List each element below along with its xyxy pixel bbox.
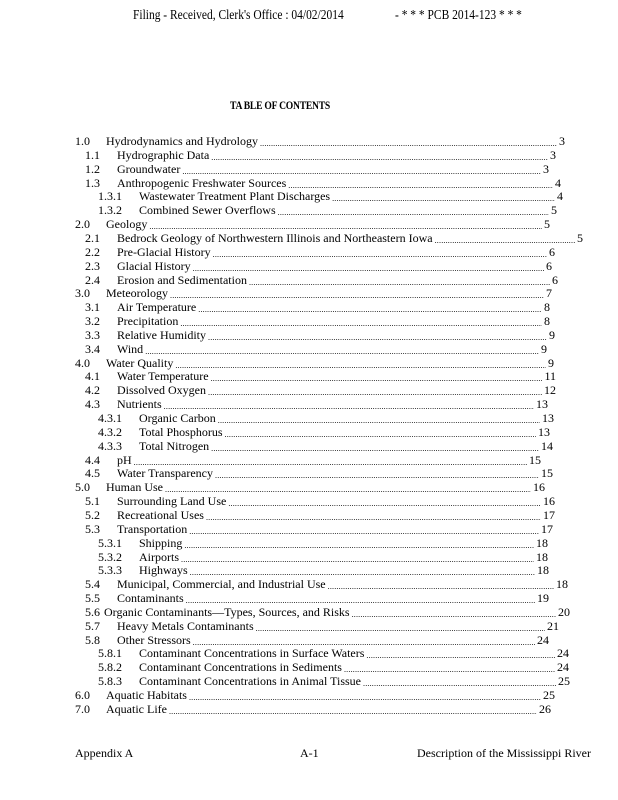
toc-entry-title: Organic Contaminants—Types, Sources, and Risks xyxy=(104,604,350,619)
toc-entry xyxy=(85,466,553,480)
toc-entry-page: 14 xyxy=(541,438,553,453)
toc-entry xyxy=(85,605,570,619)
toc-entry-page: 17 xyxy=(541,521,553,536)
toc-entry-number: 4.0 xyxy=(75,355,90,370)
toc-entry-title: Meteorology xyxy=(106,286,168,301)
toc-entry-page: 20 xyxy=(558,604,570,619)
toc-entry xyxy=(75,688,555,702)
toc-entry-page: 12 xyxy=(544,383,556,398)
toc-entry-page: 18 xyxy=(536,535,548,550)
toc-entry-title: Water Transparency xyxy=(117,466,214,481)
footer-document-title: Description of the Mississippi River xyxy=(417,746,591,760)
toc-entry-title: Airports xyxy=(139,549,179,564)
toc-entry-page: 4 xyxy=(557,189,563,204)
toc-entry-title: Bedrock Geology of Northwestern Illinois and Northeastern Iowa xyxy=(117,230,433,245)
toc-entry-title: Precipitation xyxy=(117,314,179,329)
toc-entry xyxy=(85,259,552,273)
footer-page-number: A-1 xyxy=(300,746,319,760)
toc-entry-number: 5.3.2 xyxy=(98,549,122,564)
toc-entry-title: Contaminant Concentrations in Animal Tissue xyxy=(139,674,361,689)
toc-entry-page: 24 xyxy=(557,660,569,675)
toc-entry-number: 4.1 xyxy=(85,369,100,384)
toc-entry-number: 4.4 xyxy=(85,452,100,467)
toc-entry-page: 19 xyxy=(537,591,549,606)
toc-entry-number: 4.3.3 xyxy=(98,438,122,453)
toc-entry xyxy=(75,702,551,716)
toc-entry xyxy=(98,563,549,577)
toc-entry-title: Hydrographic Data xyxy=(117,147,210,162)
toc-entry-number: 5.8.2 xyxy=(98,660,122,675)
toc-entry xyxy=(85,162,549,176)
toc-entry xyxy=(85,619,559,633)
toc-entry-number: 4.3.1 xyxy=(98,411,122,425)
toc-entry-number: 5.3.1 xyxy=(98,535,122,550)
toc-entry xyxy=(98,439,553,453)
toc-entry-title: Aquatic Life xyxy=(106,701,167,716)
toc-entry xyxy=(98,674,570,688)
toc-entry-title: Human Use xyxy=(106,480,163,495)
toc-entry-title: Nutrients xyxy=(117,397,162,412)
toc-entry-number: 1.1 xyxy=(85,147,100,162)
toc-entry-page: 7 xyxy=(546,286,552,301)
toc-entry xyxy=(75,217,550,231)
toc-entry-page: 17 xyxy=(543,507,555,522)
toc-entry-page: 25 xyxy=(543,688,555,702)
toc-entry-title: Recreational Uses xyxy=(117,507,204,522)
toc-entry-page: 9 xyxy=(541,341,547,356)
toc-entry-title: Contaminant Concentrations in Surface Waters xyxy=(139,646,365,661)
toc-entry-title: Heavy Metals Contaminants xyxy=(117,618,254,633)
toc-entry-page: 18 xyxy=(556,577,568,592)
toc-entry-number: 2.4 xyxy=(85,272,100,287)
toc-entry-number: 4.5 xyxy=(85,466,100,481)
toc-entry xyxy=(75,480,545,494)
toc-entry-title: Erosion and Sedimentation xyxy=(117,272,247,287)
toc-entry xyxy=(98,189,563,203)
toc-entry xyxy=(85,273,558,287)
toc-entry-title: Hydrodynamics and Hydrology xyxy=(106,134,258,148)
toc-entry-title: Geology xyxy=(106,217,148,232)
toc-entry-number: 5.5 xyxy=(85,591,100,606)
toc-entry-number: 3.2 xyxy=(85,314,100,329)
toc-entry-number: 5.3.3 xyxy=(98,563,122,578)
toc-entry-number: 5.7 xyxy=(85,618,100,633)
toc-entry xyxy=(85,383,556,397)
toc-entry-number: 6.0 xyxy=(75,688,90,702)
toc-entry-title: Total Phosphorus xyxy=(139,424,223,439)
toc-entry xyxy=(85,397,548,411)
toc-entry-title: Aquatic Habitats xyxy=(106,688,187,702)
toc-entry xyxy=(75,286,552,300)
toc-entry-title: Dissolved Oxygen xyxy=(117,383,206,398)
toc-entry-title: Pre-Glacial History xyxy=(117,244,211,259)
toc-entry-number: 1.2 xyxy=(85,161,100,176)
toc-entry-page: 3 xyxy=(559,134,565,148)
toc-entry-number: 5.8.1 xyxy=(98,646,122,661)
toc-entry xyxy=(75,134,565,148)
toc-entry-page: 26 xyxy=(539,701,551,716)
toc-entry-number: 4.3.2 xyxy=(98,424,122,439)
toc-entry-page: 25 xyxy=(558,674,570,689)
toc-entry-page: 24 xyxy=(557,646,569,661)
toc-entry-title: Other Stressors xyxy=(117,632,191,647)
toc-entry xyxy=(85,328,555,342)
toc-entry xyxy=(75,356,554,370)
toc-entry-title: Water Quality xyxy=(106,355,174,370)
toc-entry xyxy=(98,550,548,564)
toc-entry-number: 7.0 xyxy=(75,701,90,716)
toc-entry xyxy=(85,591,549,605)
toc-heading: TA BLE OF CONTENTS xyxy=(230,98,330,112)
toc-entry-title: Combined Sewer Overflows xyxy=(139,203,276,218)
toc-entry-title: Municipal, Commercial, and Industrial Use xyxy=(117,577,326,592)
toc-entry-title: Surrounding Land Use xyxy=(117,494,227,509)
toc-entry-number: 3.3 xyxy=(85,327,100,342)
pcb-number: - * * * PCB 2014-123 * * * xyxy=(395,8,522,23)
toc-entry-page: 3 xyxy=(543,161,549,176)
toc-entry-title: Wind xyxy=(117,341,144,356)
toc-entry-page: 9 xyxy=(548,355,554,370)
toc-entry-number: 4.2 xyxy=(85,383,100,398)
toc-entry xyxy=(85,314,550,328)
toc-entry-number: 3.0 xyxy=(75,286,90,301)
toc-entry xyxy=(85,176,561,190)
toc-entry-title: Contaminant Concentrations in Sediments xyxy=(139,660,342,675)
toc-entry-page: 15 xyxy=(541,466,553,481)
toc-entry xyxy=(85,453,541,467)
toc-entry-page: 13 xyxy=(542,411,554,425)
toc-entry-number: 5.2 xyxy=(85,507,100,522)
toc-entry-number: 5.8 xyxy=(85,632,100,647)
toc-entry-page: 18 xyxy=(536,549,548,564)
toc-entry xyxy=(85,369,556,383)
toc-entry xyxy=(85,633,549,647)
toc-entry xyxy=(98,646,569,660)
toc-entry-page: 6 xyxy=(552,272,558,287)
toc-entry-title: Highways xyxy=(139,563,188,578)
toc-entry-page: 16 xyxy=(533,480,545,495)
toc-entry-title: Glacial History xyxy=(117,258,191,273)
toc-entry-number: 2.2 xyxy=(85,244,100,259)
toc-entry-page: 6 xyxy=(546,258,552,273)
toc-entry-page: 21 xyxy=(547,618,559,633)
toc-entry xyxy=(98,660,569,674)
toc-entry-number: 2.1 xyxy=(85,230,100,245)
toc-entry xyxy=(98,203,557,217)
toc-entry-page: 15 xyxy=(529,452,541,467)
toc-entry-page: 4 xyxy=(555,175,561,190)
toc-entry-page: 3 xyxy=(550,147,556,162)
toc-entry-page: 18 xyxy=(537,563,549,578)
toc-entry xyxy=(85,577,568,591)
toc-entry-page: 5 xyxy=(544,217,550,232)
toc-entry-number: 3.4 xyxy=(85,341,100,356)
toc-entry-number: 5.8.3 xyxy=(98,674,122,689)
toc-entry-number: 5.4 xyxy=(85,577,100,592)
toc-entry-page: 11 xyxy=(544,369,556,384)
toc-entry-title: Transportation xyxy=(117,521,188,536)
toc-entry xyxy=(85,508,555,522)
toc-entry xyxy=(98,425,550,439)
toc-entry-number: 5.1 xyxy=(85,494,100,509)
toc-entry xyxy=(85,245,555,259)
toc-entry-number: 2.3 xyxy=(85,258,100,273)
toc-entry-page: 13 xyxy=(536,397,548,412)
toc-entry-number: 2.0 xyxy=(75,217,90,232)
toc-entry-title: Shipping xyxy=(139,535,183,550)
toc-entry xyxy=(85,522,553,536)
toc-entry-title: Groundwater xyxy=(117,161,181,176)
toc-entry-page: 8 xyxy=(544,300,550,315)
toc-entry-title: Contaminants xyxy=(117,591,184,606)
toc-entry-page: 24 xyxy=(537,632,549,647)
toc-entry xyxy=(85,494,555,508)
toc-entry-number: 3.1 xyxy=(85,300,100,315)
toc-entry-page: 13 xyxy=(538,424,550,439)
toc-entry-number: 1.3.1 xyxy=(98,189,122,204)
toc-entry-title: pH xyxy=(117,452,132,467)
toc-entry-title: Air Temperature xyxy=(117,300,197,315)
toc-entry xyxy=(98,536,548,550)
toc-entry-title: Organic Carbon xyxy=(139,411,216,425)
toc-entry xyxy=(85,342,547,356)
toc-entry-number: 5.3 xyxy=(85,521,100,536)
document-header xyxy=(0,8,618,28)
toc-entry-number: 1.3 xyxy=(85,175,100,190)
toc-entry-page: 6 xyxy=(549,244,555,259)
toc-entry-title: Wastewater Treatment Plant Discharges xyxy=(139,189,331,204)
toc-entry xyxy=(85,148,556,162)
toc-entry-page: 5 xyxy=(551,203,557,218)
toc-entry-page: 16 xyxy=(543,494,555,509)
toc-entry xyxy=(85,300,550,314)
footer-appendix: Appendix A xyxy=(75,746,134,760)
toc-entry xyxy=(98,411,554,425)
toc-entry-number: 1.3.2 xyxy=(98,203,122,218)
toc-entry-title: Relative Humidity xyxy=(117,327,206,342)
toc-entry-page: 8 xyxy=(544,314,550,329)
toc-entry-title: Water Temperature xyxy=(117,369,209,384)
toc-entry-page: 9 xyxy=(549,327,555,342)
filing-stamp: Filing - Received, Clerk's Office : 04/02/2014 xyxy=(133,8,344,23)
toc-leader-dots xyxy=(169,705,537,719)
toc-entry-title: Total Nitrogen xyxy=(139,438,210,453)
toc-entry-number: 4.3 xyxy=(85,397,100,412)
toc-entry-number: 5.0 xyxy=(75,480,90,495)
toc-entry-page: 5 xyxy=(577,230,583,245)
toc-entry-number: 5.6 xyxy=(85,604,100,619)
toc-entry-title: Anthropogenic Freshwater Sources xyxy=(117,175,287,190)
toc-entry-number: 1.0 xyxy=(75,134,90,148)
toc-entry xyxy=(85,231,583,245)
